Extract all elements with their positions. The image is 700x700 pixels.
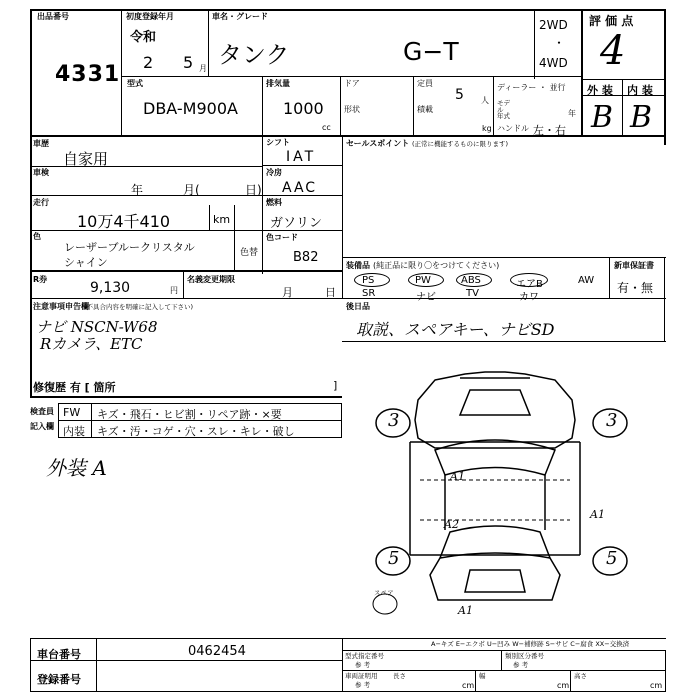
equipment-airbag: エアB (516, 279, 543, 290)
tire-front-right: 3 (606, 410, 618, 431)
inspector-handwritten: 外装 A (46, 456, 107, 480)
dealer-label: ディーラー ・ 並行 (497, 83, 566, 92)
color-name-1: レーザーブルークリスタル (64, 241, 195, 254)
certificate-label: 車両証明用 (345, 672, 378, 680)
fuel-label: 燃料 (266, 198, 282, 207)
inspector-label-1: 検査員 (30, 407, 54, 416)
first-registration-label: 初度登録年月 (126, 12, 174, 21)
color-label: 色 (33, 232, 41, 241)
shaken-month: 月( (183, 183, 200, 197)
fuel-value: ガソリン (270, 216, 323, 231)
length-unit: cm (462, 681, 475, 690)
loading-label: 積載 (417, 105, 433, 114)
notes-label: 注意事項申告欄 (33, 302, 89, 311)
equipment-ps: PS (362, 275, 375, 286)
shift-value: IAT (286, 149, 317, 165)
damage-mark-4: A1 (458, 604, 473, 617)
history-value: 自家用 (63, 150, 109, 168)
capacity: 5 (455, 87, 464, 103)
interior-inspect-items: キズ・汚・コゲ・穴・スレ・キレ・破し (97, 425, 295, 438)
drive-2wd: 2WD (539, 18, 568, 32)
name-change-day: 日 (325, 286, 336, 299)
equipment-aw: AW (578, 275, 595, 286)
interior-inspect-label: 内装 (63, 425, 85, 438)
car-name-grade-label: 車名・グレード (212, 12, 268, 21)
name-change-label: 名義変更期限 (187, 275, 235, 284)
displacement: 1000 (283, 99, 324, 118)
name-change-month: 月 (282, 286, 293, 299)
certificate-ref: 参 考 (355, 681, 371, 689)
recycle-label: R券 (33, 275, 48, 284)
equipment-navi: ナビ (416, 292, 436, 303)
door-label: ドア (344, 79, 360, 88)
damage-mark-3: A2 (444, 518, 459, 531)
repair-history-close: ] (333, 379, 338, 392)
equipment-tv: TV (466, 288, 479, 299)
shaken-day: 日) (245, 183, 262, 197)
class-number-label: 類別区分番号 (505, 652, 544, 660)
registration-label: 登録番号 (37, 673, 81, 686)
recycle-value: 9,130 (90, 280, 131, 296)
tire-rear-right: 5 (606, 548, 618, 569)
inspector-label-2: 記入欄 (30, 422, 54, 431)
history-label: 車歴 (33, 139, 49, 148)
displacement-unit: cc (322, 123, 331, 132)
damage-mark-1: A1 (450, 470, 465, 483)
ac-label: 冷房 (266, 168, 282, 177)
tire-rear-left: 5 (388, 548, 400, 569)
month-unit: 月 (199, 64, 207, 73)
equipment-leather: カワ (519, 292, 539, 303)
color-name-2: シャイン (64, 256, 108, 269)
chassis-label: 車台番号 (37, 648, 81, 661)
loading-unit: kg (482, 124, 492, 133)
mileage-label: 走行 (33, 198, 49, 207)
handle-value: 左・右 (533, 124, 566, 137)
warranty-label: 新車保証書 (614, 261, 654, 270)
equipment-abs: ABS (461, 275, 481, 286)
drive-separator: ・ (553, 36, 566, 50)
notes-line-2: Rカメラ、ETC (40, 335, 143, 353)
capacity-label: 定員 (417, 79, 433, 88)
type-ref: 参 考 (355, 661, 371, 669)
capacity-unit: 人 (481, 96, 489, 105)
registration-month: 5 (183, 53, 194, 72)
shaken-year: 年 (131, 183, 144, 197)
options-handwritten: 取説、スペアキー、ナビSD (356, 320, 555, 339)
equipment-pw: PW (415, 275, 431, 286)
spare-label: スペア (374, 589, 394, 597)
sales-point-sublabel: (正常に機能するものに限ります) (412, 140, 509, 148)
notes-sublabel: (不具合内容を明確に記入して下さい) (84, 303, 194, 311)
color-code-label: 色コード (266, 233, 298, 242)
fw-items: キズ・飛石・ヒビ割・リペア跡・×要 (97, 408, 282, 421)
width-unit: cm (557, 681, 570, 690)
recycle-unit: 円 (170, 286, 178, 295)
interior-label: 内 装 (627, 84, 653, 97)
displacement-label: 排気量 (266, 79, 290, 88)
color-code: B82 (293, 250, 319, 265)
damage-mark-2: A1 (590, 508, 605, 521)
mileage-value: 10万4千410 (77, 212, 171, 231)
equipment-note: (純正品に限り〇をつけてください) (373, 261, 500, 270)
options-label: 後日品 (346, 302, 370, 311)
era: 令和 (130, 30, 157, 45)
mileage-unit: km (213, 213, 231, 226)
warranty-value: 有・無 (617, 281, 654, 295)
tire-front-left: 3 (388, 410, 400, 431)
shape-label: 形状 (344, 105, 360, 114)
interior-grade: B (630, 100, 653, 135)
score-label: 評 価 点 (589, 14, 634, 28)
registration-year: 2 (143, 53, 154, 72)
car-name: タンク (218, 41, 290, 69)
lot-number: 4331 (55, 62, 121, 87)
height-unit: cm (650, 681, 663, 690)
drive-4wd: 4WD (539, 56, 568, 70)
shaken-label: 車検 (33, 168, 49, 177)
model-year-label: モデル 年式 (497, 99, 510, 120)
notes-line-1: ナビ NSCN-W68 (36, 318, 158, 336)
shift-label: シフト (266, 138, 290, 147)
height-label: 高さ (574, 672, 587, 680)
model-code: DBA-M900A (143, 99, 238, 118)
equipment-label: 装備品 (346, 261, 370, 270)
equipment-sr: SR (362, 288, 376, 299)
length-label: 長さ (393, 672, 406, 680)
ac-value: AAC (282, 180, 318, 196)
width-label: 幅 (479, 672, 486, 680)
chassis-number: 0462454 (188, 644, 246, 659)
car-diagram (360, 360, 630, 630)
exterior-grade: B (591, 100, 614, 135)
model-year-unit: 年 (568, 109, 576, 118)
handle-label: ハンドル (497, 124, 529, 133)
exterior-label: 外 装 (587, 84, 613, 97)
score-value: 4 (600, 28, 626, 74)
grade: G−T (403, 37, 459, 66)
sales-point-label: セールスポイント (346, 139, 410, 148)
legend: A−キズ E−エクボ U−凹み W−補修跡 S−サビ C−腐食 XX−交換済 (431, 640, 630, 648)
repair-history-label: 修復歴 有 [ 箇所 (33, 381, 116, 394)
class-ref: 参 考 (513, 661, 529, 669)
fw-label: FW (63, 406, 81, 419)
type-designation-label: 型式指定番号 (345, 652, 384, 660)
color-change-label: 色替 (240, 248, 259, 258)
model-label: 型式 (127, 79, 143, 88)
lot-number-label: 出品番号 (37, 12, 69, 21)
